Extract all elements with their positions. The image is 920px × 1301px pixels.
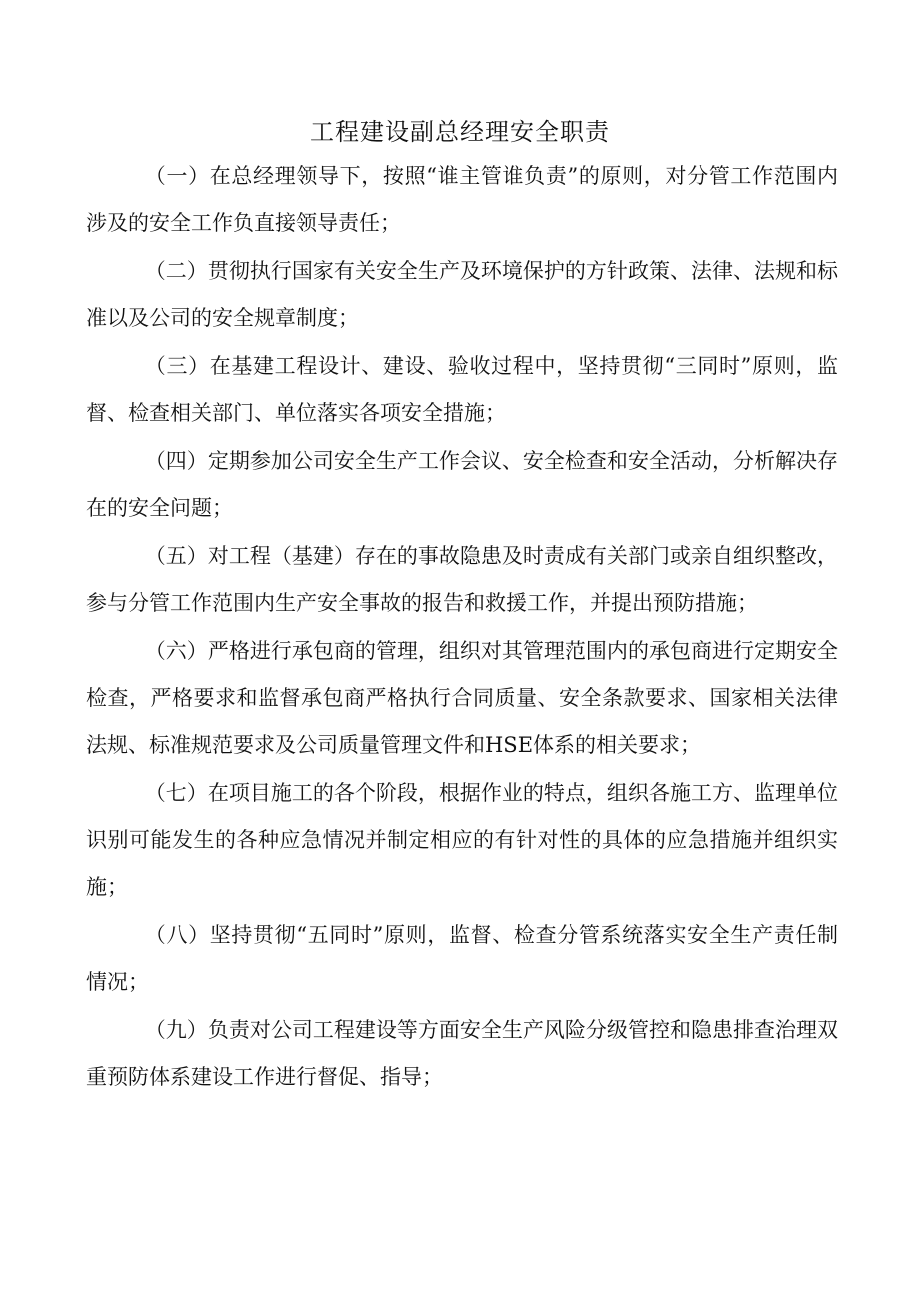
paragraph-4: （四）定期参加公司安全生产工作会议、安全检查和安全活动，分析解决存在的安全问题； bbox=[86, 449, 838, 520]
paragraph-2: （二）贯彻执行国家有关安全生产及环境保护的方针政策、法律、法规和标准以及公司的安全规章制度； bbox=[86, 259, 838, 330]
paragraph-3: （三）在基建工程设计、建设、验收过程中，坚持贯彻“三同时”原则，监督、检查相关部门、单位落实各项安全措施； bbox=[86, 354, 838, 425]
paragraph-9: （九）负责对公司工程建设等方面安全生产风险分级管控和隐患排查治理双重预防体系建设工作进行督促、指导； bbox=[86, 1018, 838, 1089]
paragraph-6: （六）严格进行承包商的管理，组织对其管理范围内的承包商进行定期安全检查，严格要求和监督承包商严格执行合同质量、安全条款要求、国家相关法律法规、标准规范要求及公司质量管理文件和HSE体系的相关要求； bbox=[86, 639, 838, 757]
paragraph-7: （七）在项目施工的各个阶段，根据作业的特点，组织各施工方、监理单位识别可能发生的各种应急情况并制定相应的有针对性的具体的应急措施并组织实施； bbox=[86, 781, 838, 899]
paragraph-8: （八）坚持贯彻“五同时”原则，监督、检查分管系统落实安全生产责任制情况； bbox=[86, 923, 838, 994]
document-title: 工程建设副总经理安全职责 bbox=[310, 118, 610, 146]
document-body bbox=[86, 153, 838, 1101]
paragraph-1: （一）在总经理领导下，按照“谁主管谁负责”的原则，对分管工作范围内涉及的安全工作负直接领导责任； bbox=[86, 164, 838, 235]
paragraph-5: （五）对工程（基建）存在的事故隐患及时责成有关部门或亲自组织整改，参与分管工作范围内生产安全事故的报告和救援工作，并提出预防措施； bbox=[86, 544, 838, 615]
